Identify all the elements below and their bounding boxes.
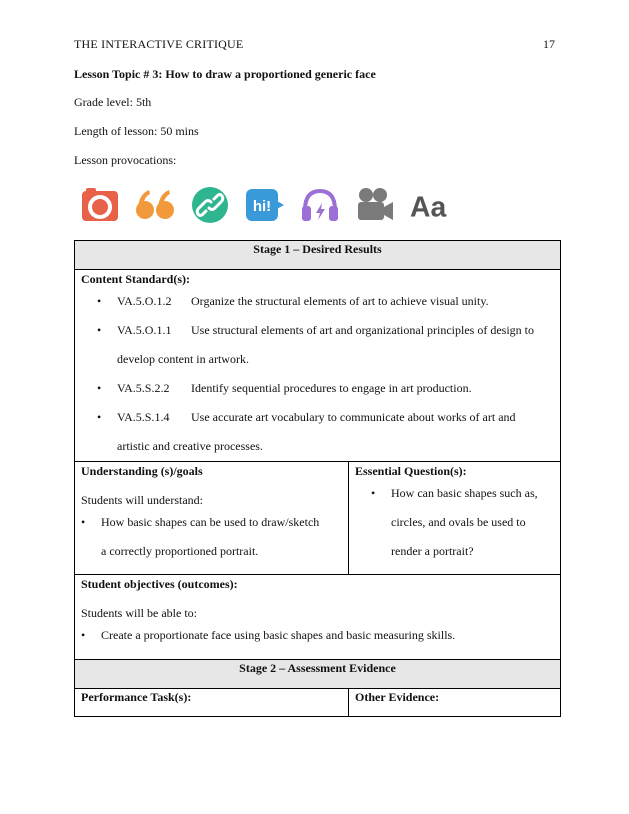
lesson-provocations: Lesson provocations: xyxy=(74,153,177,167)
lesson-topic: Lesson Topic # 3: How to draw a proportioned generic face xyxy=(74,67,376,81)
list-item: • VA.5.O.1.1 Use structural elements of art and organizational principles of design to develop content in artwork. xyxy=(81,316,554,374)
list-item: • How can basic shapes such as, circles, and ovals be used to render a portrait? xyxy=(355,479,554,566)
list-item: • How basic shapes can be used to draw/sketch a correctly proportioned portrait. xyxy=(65,508,342,566)
camera-icon xyxy=(80,185,120,225)
typography-icon xyxy=(410,185,450,225)
standards-list xyxy=(81,287,554,461)
hi-label: hi! xyxy=(252,198,272,215)
content-standards-title: Content Standard(s): xyxy=(81,272,191,286)
running-head: THE INTERACTIVE CRITIQUE xyxy=(74,37,244,51)
understanding-list xyxy=(65,508,342,566)
page-number: 17 xyxy=(543,37,555,51)
content-standards-cell xyxy=(75,270,561,462)
performance-tasks-cell: Performance Task(s): xyxy=(75,689,349,717)
objectives-intro: Students will be able to: xyxy=(81,606,197,620)
video-camera-icon xyxy=(355,185,395,225)
other-evidence-cell: Other Evidence: xyxy=(349,689,561,717)
objectives-cell xyxy=(75,575,561,660)
stage2-header: Stage 2 – Assessment Evidence xyxy=(75,660,561,689)
grade-level: Grade level: 5th xyxy=(74,95,152,109)
objectives-list xyxy=(65,621,554,650)
lesson-length: Length of lesson: 50 mins xyxy=(74,124,199,138)
understanding-title: Understanding (s)/goals xyxy=(81,464,203,478)
list-item: • VA.5.O.1.2 Organize the structural elements of art to achieve visual unity. xyxy=(81,287,554,316)
list-item: • Create a proportionate face using basic shapes and basic measuring skills. xyxy=(65,621,554,650)
aa-label: Aa xyxy=(410,191,447,223)
essential-questions-title: Essential Question(s): xyxy=(355,464,467,478)
essential-questions-cell xyxy=(349,462,561,575)
understanding-intro: Students will understand: xyxy=(81,493,203,507)
objectives-title: Student objectives (outcomes): xyxy=(81,577,238,591)
provocation-icons xyxy=(80,185,465,225)
quote-icon xyxy=(135,185,175,225)
link-icon xyxy=(190,185,230,225)
list-item: • VA.5.S.1.4 Use accurate art vocabulary to communicate about works of art and artistic and creative processes. xyxy=(81,403,554,461)
list-item: • VA.5.S.2.2 Identify sequential procedures to engage in art production. xyxy=(81,374,554,403)
hi-chat-icon xyxy=(245,185,285,225)
essential-list xyxy=(355,479,554,566)
lesson-plan-table xyxy=(74,240,561,717)
stage1-header: Stage 1 – Desired Results xyxy=(75,241,561,270)
understanding-cell xyxy=(75,462,349,575)
headphones-icon xyxy=(300,185,340,225)
